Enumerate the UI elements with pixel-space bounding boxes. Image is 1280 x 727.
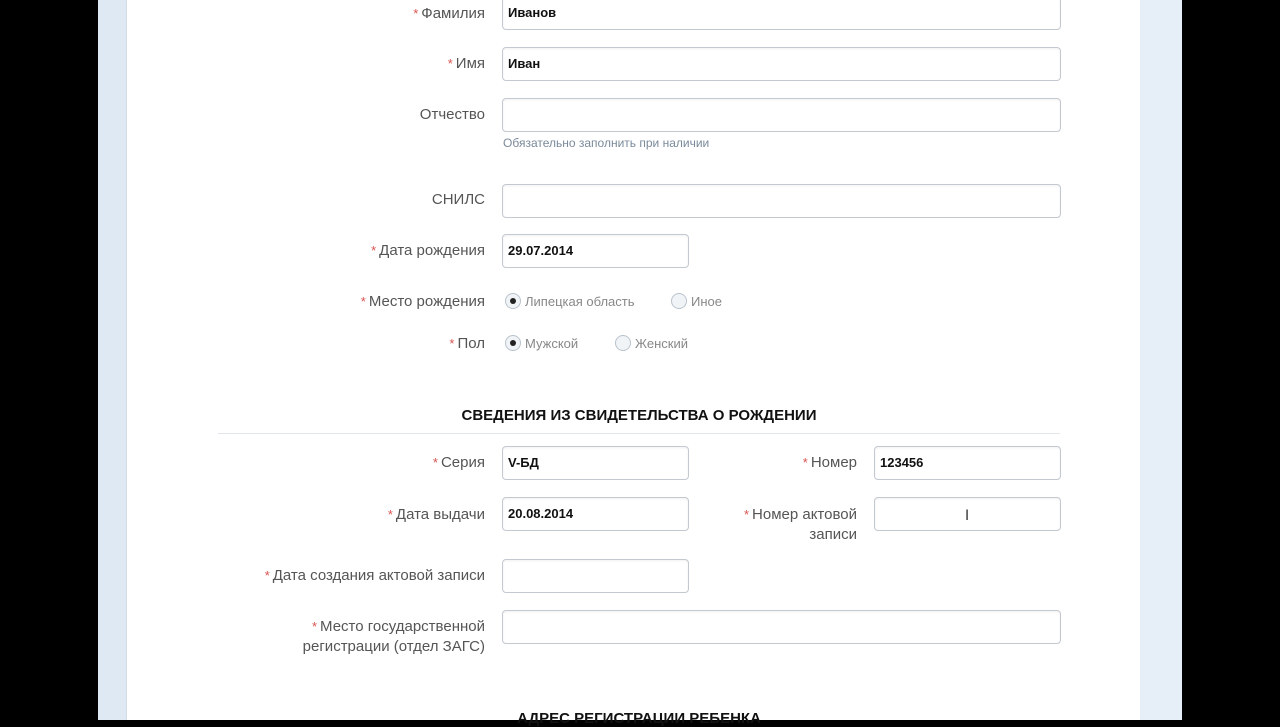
patronymic-label: Отчество xyxy=(419,106,485,123)
address-section-title: АДРЕС РЕГИСТРАЦИИ РЕБЕНКА xyxy=(517,710,761,727)
number-label: * Номер xyxy=(802,454,857,471)
patronymic-hint: Обязательно заполнить при наличии xyxy=(503,136,710,150)
radio-checked-icon xyxy=(505,335,521,351)
issue-date-label: * Дата выдачи xyxy=(387,506,485,523)
gender-male-radio[interactable]: Мужской xyxy=(505,335,578,351)
right-edge-strip xyxy=(1140,0,1182,720)
name-label: * Имя xyxy=(447,55,485,72)
required-mark: * xyxy=(387,507,393,522)
required-mark: * xyxy=(311,619,318,634)
gender-female-radio[interactable]: Женский xyxy=(615,335,688,351)
surname-label: * Фамилия xyxy=(413,5,485,22)
series-input[interactable]: V-БД xyxy=(502,446,689,480)
required-mark: * xyxy=(743,507,750,522)
certificate-section-title: СВЕДЕНИЯ ИЗ СВИДЕТЕЛЬСТВА О РОЖДЕНИИ xyxy=(461,407,817,424)
name-input[interactable]: Иван xyxy=(502,47,1061,81)
required-mark: * xyxy=(264,568,270,583)
radio-unchecked-icon xyxy=(671,293,687,309)
record-date-input[interactable] xyxy=(502,559,689,593)
gender-label: * Пол xyxy=(449,335,485,352)
registration-place-input[interactable] xyxy=(502,610,1061,644)
birth-place-other-radio[interactable]: Иное xyxy=(671,293,722,309)
snils-label: СНИЛС xyxy=(431,191,485,208)
required-mark: * xyxy=(432,455,438,470)
birth-place-lipetsk-radio[interactable]: Липецкая область xyxy=(505,293,635,309)
issue-date-input[interactable]: 20.08.2014 xyxy=(502,497,689,531)
required-mark: * xyxy=(413,6,419,21)
birth-place-label: * Место рождения xyxy=(360,293,485,310)
radio-checked-icon xyxy=(505,293,521,309)
series-label: * Серия xyxy=(432,454,485,471)
required-mark: * xyxy=(371,243,377,258)
required-mark: * xyxy=(360,294,366,309)
text-cursor-icon: I xyxy=(965,508,970,524)
number-input[interactable]: 123456 xyxy=(874,446,1061,480)
snils-input[interactable] xyxy=(502,184,1061,218)
required-mark: * xyxy=(802,455,808,470)
birth-date-input[interactable]: 29.07.2014 xyxy=(502,234,689,268)
section-divider xyxy=(218,433,1060,434)
record-number-label: * Номер актовой записи xyxy=(743,506,857,543)
registration-place-label: * Место государственной регистрации (отдел ЗАГС) xyxy=(302,618,485,655)
record-date-label: * Дата создания актовой записи xyxy=(264,567,485,584)
required-mark: * xyxy=(449,336,455,351)
radio-unchecked-icon xyxy=(615,335,631,351)
patronymic-input[interactable] xyxy=(502,98,1061,132)
birth-date-label: * Дата рождения xyxy=(371,242,485,259)
surname-input[interactable]: Иванов xyxy=(502,0,1061,30)
required-mark: * xyxy=(447,56,453,71)
